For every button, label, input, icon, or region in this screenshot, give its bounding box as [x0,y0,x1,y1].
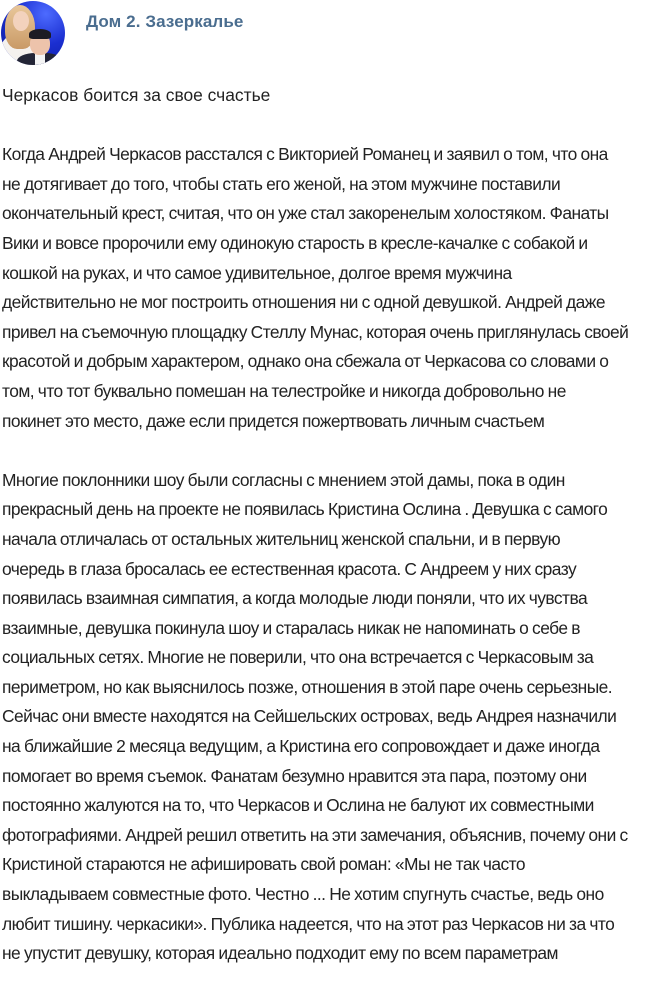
text-line: помогает во время съемок. Фанатам безумно нравится эта пара, поэтому они [2,765,587,786]
text-line: покинет это место, даже если придется пожертвовать личным счастьем [2,410,545,431]
text-line: любит тишину. черкасики». Публика надеется, что на этот раз Черкасов ни за что [2,913,615,934]
text-line: Кристиной стараются не афишировать свой роман: «Мы не так часто [2,854,525,875]
text-line: кошкой на руках, и что самое удивительное, долгое время мужчина [2,262,512,283]
text-line: периметром, но как выяснилось позже, отношения в этой паре очень серьезные. [2,676,613,697]
avatar-photo-detail [13,11,29,31]
post-header [0,0,670,70]
text-line: Вики и вовсе пророчили ему одинокую старость в кресле-качалке с собакой и [2,232,588,253]
text-line: действительно не мог построить отношения ни с одной девушкой. Андрей даже [2,292,605,313]
text-line: окончательный крест, считая, что он уже стал закоренелым холостяком. Фанаты [2,203,609,224]
post-body [2,81,670,998]
text-line: Многие поклонники шоу были согласны с мнением этой дамы, пока в один [2,469,565,490]
text-line: выкладываем совместные фото. Честно ... Не хотим спугнуть счастье, ведь оно [2,884,604,905]
text-line: социальных сетях. Многие не поверили, что она встречается с Черкасовым за [2,647,594,668]
text-line: появилась взаимная симпатия, а когда молодые люди поняли, что их чувства [2,588,588,609]
text-line: очередь в глаза бросалась ее естественная красота. С Андреем у них сразу [2,558,577,579]
avatar-photo-detail [29,29,51,39]
text-line: том, что тот буквально помешан на телестройке и никогда добровольно не [2,380,566,401]
text-line: фотографиями. Андрей решил ответить на эти замечания, объяснив, почему они с [2,824,628,845]
text-line: на ближайшие 2 месяца ведущим, а Кристина его сопровождает и даже иногда [2,736,600,757]
group-avatar[interactable] [1,1,65,65]
text-line: прекрасный день на проекте не появилась Кристина Ослина . Девушка с самого [2,499,608,520]
text-line: Сейчас они вместе находятся на Сейшельских островах, ведь Андрея назначили [2,706,617,727]
post-headline: Черкасов боится за свое счастье [2,85,271,105]
text-line: Когда Андрей Черкасов расстался с Викторией Романец и заявил о том, что она [2,144,608,165]
text-line: привел на съемочную площадку Стеллу Мунас, которая очень приглянулась своей [2,321,629,342]
post-paragraph-2 [2,466,670,969]
text-line: взаимные, девушка покинула шоу и старалась никак не напоминать о себе в [2,617,580,638]
text-line: не дотягивает до того, чтобы стать его женой, на этом мужчине поставили [2,173,561,194]
text-line: начала отличалась от остальных жительниц женской спальни, и в первую [2,528,561,549]
text-line: красотой и добрым характером, однако она сбежала от Черкасова со словами о [2,351,609,372]
group-name-link[interactable]: Дом 2. Зазеркалье [86,12,244,31]
text-line: постоянно жалуются на то, что Черкасов и Ослина не балуют их совместными [2,795,594,816]
post-paragraph-1 [2,140,670,436]
text-line: не упустит девушку, которая идеально подходит ему по всем параметрам [2,943,558,964]
